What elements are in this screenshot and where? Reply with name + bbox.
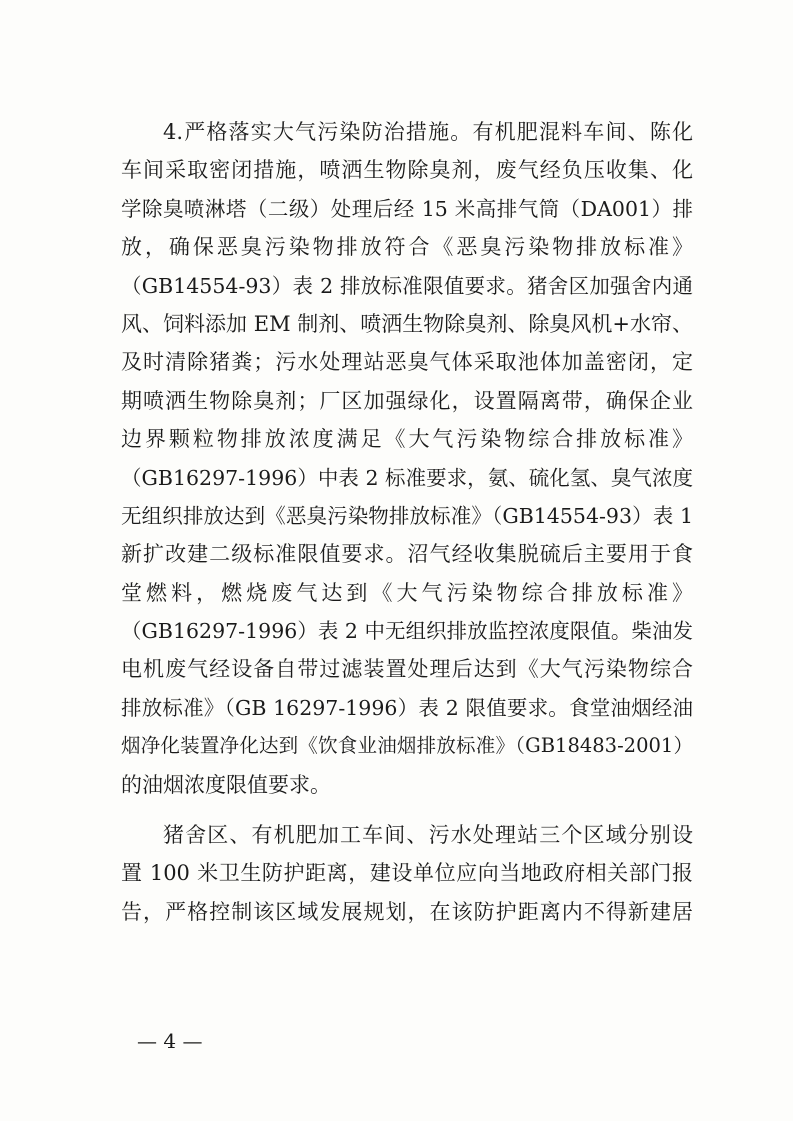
text-line: 置 100 米卫生防护距离，建设单位应向当地政府相关部门报 xyxy=(121,861,693,886)
text-line: 车间采取密闭措施，喷洒生物除臭剂，废气经负压收集、化 xyxy=(121,158,693,183)
text-line: 告，严格控制该区域发展规划，在该防护距离内不得新建居 xyxy=(121,899,693,924)
text-line: 排放标准》（GB 16297-1996）表 2 限值要求。食堂油烟经油 xyxy=(121,695,693,720)
text-line: 电机废气经设备自带过滤装置处理后达到《大气污染物综合 xyxy=(121,657,693,682)
text-line: 的油烟浓度限值要求。 xyxy=(121,772,331,797)
paragraph-gap xyxy=(121,804,693,816)
text-line: 学除臭喷淋塔（二级）处理后经 15 米高排气筒（DA001）排 xyxy=(121,196,693,221)
text-line: （GB16297-1996）中表 2 标准要求，氨、硫化氢、臭气浓度 xyxy=(121,465,693,490)
text-line: 边界颗粒物排放浓度满足《大气污染物综合排放标准》 xyxy=(121,427,693,452)
text-line: 及时清除猪粪；污水处理站恶臭气体采取池体加盖密闭，定 xyxy=(121,350,693,375)
page-number: — 4 — xyxy=(137,1029,203,1053)
text-line: 烟净化装置净化达到《饮食业油烟排放标准》（GB18483-2001） xyxy=(121,734,693,758)
text-line: （GB16297-1996）表 2 中无组织排放监控浓度限值。柴油发 xyxy=(121,619,693,644)
text-line: 期喷洒生物除臭剂；厂区加强绿化，设置隔离带，确保企业 xyxy=(121,388,693,413)
text-line: （GB14554-93）表 2 排放标准限值要求。猪舍区加强舍内通 xyxy=(121,273,693,298)
text-line: 堂燃料，燃烧废气达到《大气污染物综合排放标准》 xyxy=(121,580,693,605)
text-line: 放，确保恶臭污染物排放符合《恶臭污染物排放标准》 xyxy=(121,235,693,260)
paragraph-air-pollution xyxy=(121,113,693,804)
text-line: 新扩改建二级标准限值要求。沼气经收集脱硫后主要用于食 xyxy=(121,542,693,567)
text-line: 风、饲料添加 EM 制剂、喷洒生物除臭剂、除臭风机+水帘、 xyxy=(121,311,693,336)
paragraph-protection-distance xyxy=(121,816,693,931)
text-line: 猪舍区、有机肥加工车间、污水处理站三个区域分别设 xyxy=(163,823,693,848)
text-line: 无组织排放达到《恶臭污染物排放标准》（GB14554-93）表 1 xyxy=(121,503,693,528)
text-line: 4.严格落实大气污染防治措施。有机肥混料车间、陈化 xyxy=(163,120,693,144)
document-body xyxy=(121,113,693,931)
